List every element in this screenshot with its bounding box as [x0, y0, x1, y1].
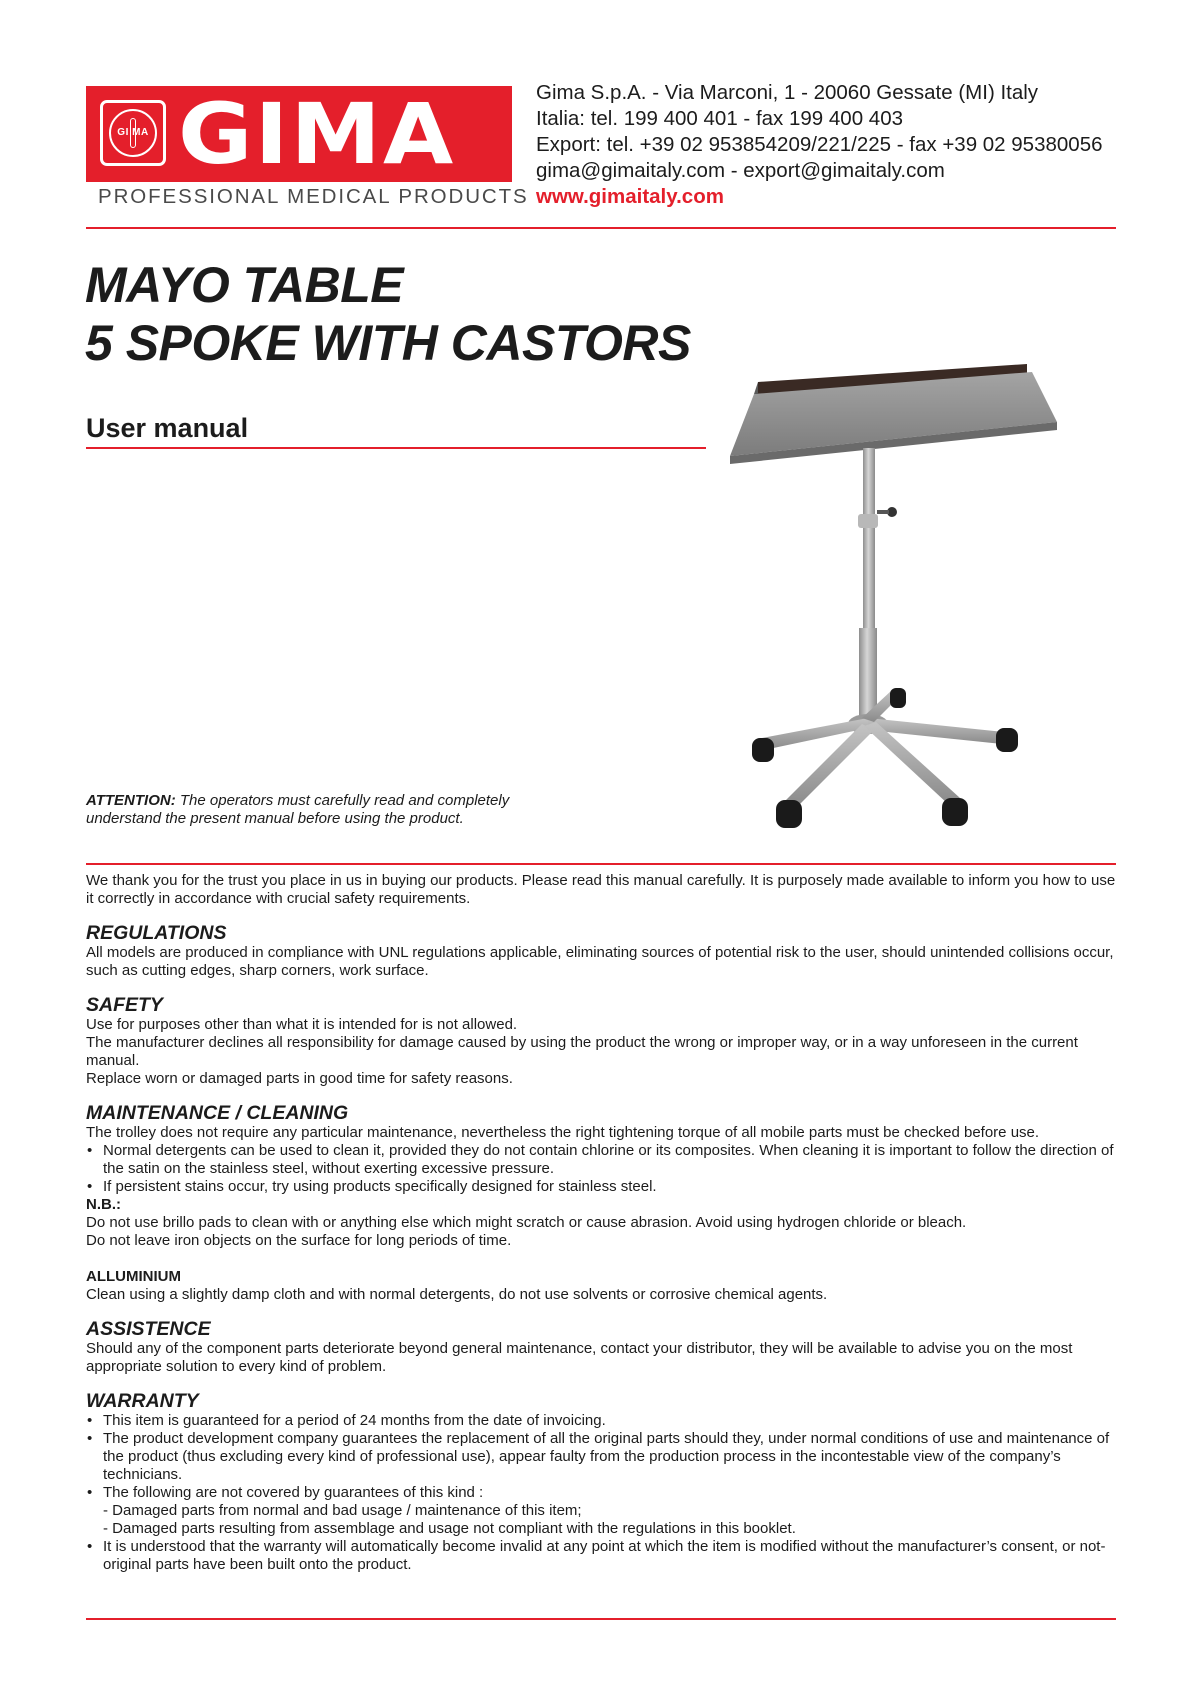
nb-line: Do not leave iron objects on the surface for long periods of time. [86, 1232, 512, 1249]
safety-line: Replace worn or damaged parts in good time for safety reasons. [86, 1070, 513, 1087]
safety-line: Use for purposes other than what it is intended for is not allowed. [86, 1016, 518, 1033]
maintenance-intro: The trolley does not require any particular maintenance, nevertheless the right tightening torque of all mobile parts must be checked before use. [86, 1124, 1040, 1141]
logo-wordmark: GIMA [178, 85, 456, 183]
gima-logo [86, 86, 512, 182]
contact-block [536, 80, 1103, 210]
intro-text: We thank you for the trust you place in us in buying our products. Please read this manual carefully. It is purposely made available to inform you how to use it correctly in accordance with crucial safety requirements. [86, 872, 1116, 907]
assistence-text: Should any of the component parts deteriorate beyond general maintenance, contact your distributor, they will be available to advise you on the most appropriate solution to every kind of problem. [86, 1340, 1073, 1375]
list-item: • If persistent stains occur, try using products specifically designed for stainless steel. [86, 1178, 1116, 1196]
warranty-exclusions-intro: • The following are not covered by guarantees of this kind : [103, 1484, 484, 1501]
title-line-1: MAYO TABLE [85, 257, 404, 313]
email-line[interactable]: gima@gimaitaly.com - export@gimaitaly.com [536, 159, 945, 182]
list-item: • It is understood that the warranty will automatically become invalid at any point at which the item is modified without the manufacturer’s consent, or not-original parts have been built onto the product. [86, 1538, 1116, 1574]
website-link[interactable]: www.gimaitaly.com [536, 185, 724, 208]
nb-line: Do not use brillo pads to clean with or anything else which might scratch or cause abrasion. Avoid using hydrogen chloride or bleach. [86, 1214, 967, 1231]
seal-text: GI MA [117, 127, 149, 138]
aluminium-label: ALLUMINIUM [86, 1268, 181, 1285]
maintenance-heading: MAINTENANCE / CLEANING [86, 1102, 349, 1124]
title-line-2: 5 SPOKE WITH CASTORS [85, 315, 691, 371]
header-divider [86, 227, 1116, 229]
list-item: • This item is guaranteed for a period of 24 months from the date of invoicing. [86, 1412, 1116, 1430]
phone-export-line: Export: tel. +39 02 953854209/221/225 - fax +39 02 95380056 [536, 133, 1103, 156]
warranty-heading: WARRANTY [86, 1390, 199, 1412]
address-line: Gima S.p.A. - Via Marconi, 1 - 20060 Gessate (MI) Italy [536, 81, 1039, 104]
attention-label: ATTENTION: [86, 792, 176, 809]
list-item [86, 1484, 1116, 1538]
manual-body [86, 872, 1116, 1574]
aluminium-text: Clean using a slightly damp cloth and with normal detergents, do not use solvents or corrosive chemical agents. [86, 1286, 828, 1303]
safety-heading: SAFETY [86, 994, 163, 1016]
tagline: PROFESSIONAL MEDICAL PRODUCTS [98, 185, 529, 208]
list-item: • Normal detergents can be used to clean it, provided they do not contain chlorine or its composites. When cleaning it is important to follow the direction of the satin on the stainless steel, without exerting excessive pressure. [86, 1142, 1116, 1178]
assistence-heading: ASSISTENCE [86, 1318, 211, 1340]
regulations-text: All models are produced in compliance with UNL regulations applicable, eliminating sources of potential risk to the user, should unintended collisions occur, such as cutting edges, sharp corners, work surface. [86, 944, 1114, 979]
attention-note [86, 792, 586, 828]
mayo-table-illustration [722, 352, 1102, 858]
warranty-exclusion: - Damaged parts resulting from assemblage and usage not compliant with the regulations in this booklet. [103, 1520, 796, 1537]
nb-label: N.B.: [86, 1196, 121, 1213]
list-item: • The product development company guarantees the replacement of all the original parts should they, under normal conditions of use and maintenance of the product (thus excluding every kind of professional use), appear faulty from the production process in the incontestable view of the company’s technicians. [86, 1430, 1116, 1484]
warranty-list [86, 1412, 1116, 1574]
phone-italy-line: Italia: tel. 199 400 401 - fax 199 400 403 [536, 107, 903, 130]
document-subtitle: User manual [86, 413, 249, 443]
attention-text: The operators must carefully read and completely understand the present manual before using the product. [86, 792, 510, 827]
subtitle-underline [86, 447, 706, 449]
footer-divider [86, 1618, 1116, 1620]
maintenance-list [86, 1142, 1116, 1196]
section-divider [86, 863, 1116, 865]
gima-seal-icon [100, 100, 166, 166]
regulations-heading: REGULATIONS [86, 922, 227, 944]
safety-line: The manufacturer declines all responsibility for damage caused by using the product the wrong or improper way, or in a way unforeseen in the current manual. [86, 1034, 1078, 1069]
document-title [85, 256, 691, 372]
warranty-exclusion: - Damaged parts from normal and bad usage / maintenance of this item; [103, 1502, 582, 1519]
